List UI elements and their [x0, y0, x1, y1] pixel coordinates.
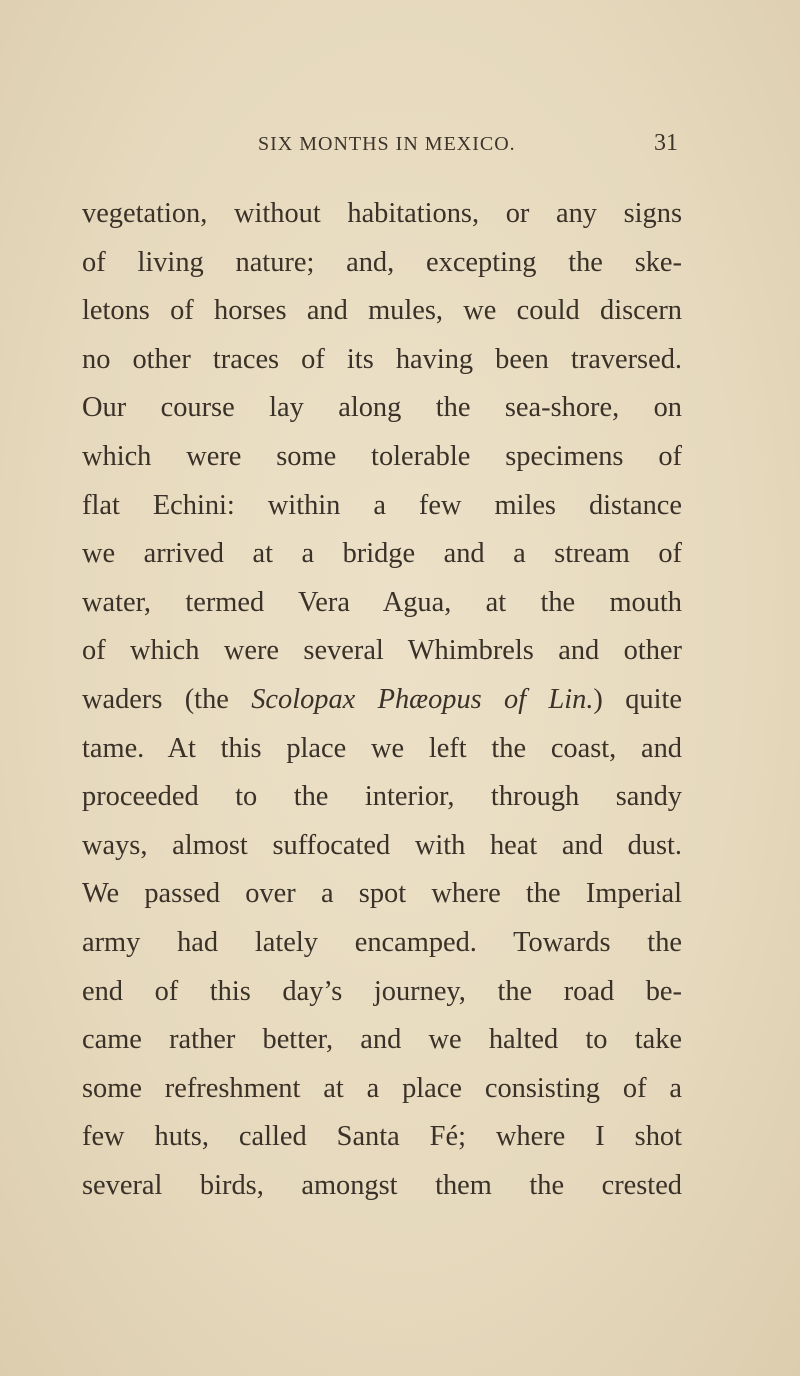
running-title: SIX MONTHS IN MEXICO.: [258, 133, 516, 155]
page-number: 31: [654, 130, 678, 156]
text-line: no other traces of its having been traversed.: [82, 343, 682, 375]
text-line: we arrived at a bridge and a stream of: [82, 538, 682, 570]
text-line: end of this day’s journey, the road be-: [82, 975, 682, 1007]
text-line: water, termed Vera Agua, at the mouth: [82, 586, 682, 618]
running-head: [258, 130, 678, 163]
text-line: of living nature; and, excepting the ske-: [82, 246, 682, 278]
text-segment: ) quite: [593, 683, 682, 715]
text-line: flat Echini: within a few miles distance: [82, 489, 682, 521]
text-line: few huts, called Santa Fé; where I shot: [82, 1121, 682, 1153]
text-line: several birds, amongst them the crested: [82, 1169, 682, 1201]
text-line: of which were several Whimbrels and other: [82, 635, 682, 667]
text-line: We passed over a spot where the Imperial: [82, 878, 682, 910]
text-line: proceeded to the interior, through sandy: [82, 781, 682, 813]
text-line-with-italic: [82, 676, 682, 725]
text-line: ways, almost suffocated with heat and dust.: [82, 829, 682, 861]
body-text: [82, 190, 682, 1210]
text-line: which were some tolerable specimens of: [82, 440, 682, 472]
text-segment: waders (the: [82, 683, 252, 715]
text-line: Our course lay along the sea-shore, on: [82, 392, 682, 424]
text-line: letons of horses and mules, we could discern: [82, 295, 682, 327]
text-line: vegetation, without habitations, or any signs: [82, 198, 682, 229]
text-line: some refreshment at a place consisting of a: [82, 1072, 682, 1104]
text-line: army had lately encamped. Towards the: [82, 926, 682, 958]
italic-species-name: Scolopax Phæopus of Lin.: [251, 683, 594, 715]
text-line: came rather better, and we halted to take: [82, 1024, 682, 1056]
text-line: tame. At this place we left the coast, and: [82, 732, 682, 764]
